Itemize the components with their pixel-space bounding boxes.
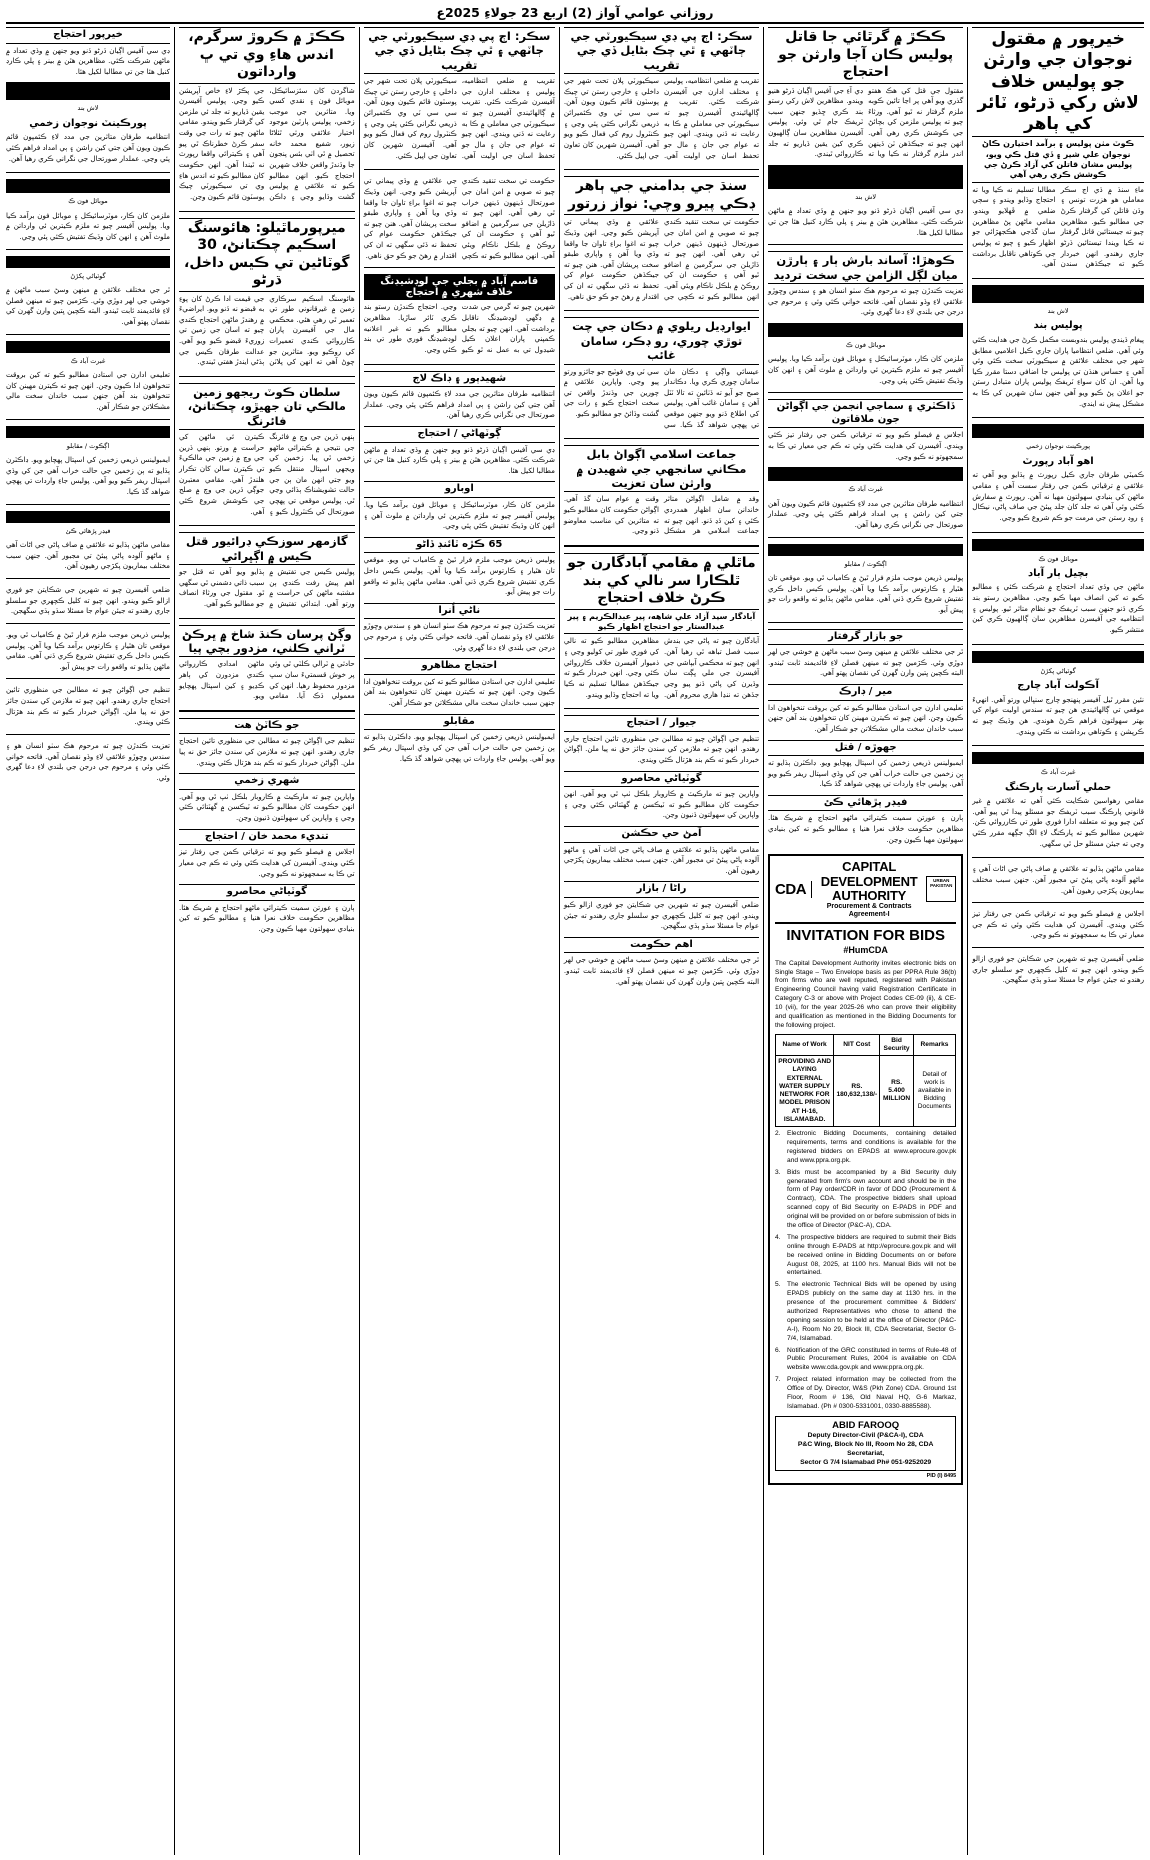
col-nit-cost: NIT Cost (834, 1034, 880, 1055)
article-small-16 (364, 714, 555, 764)
list-item (775, 1281, 956, 1343)
cda-logo: CDA (775, 881, 812, 898)
article-body: پيغام ڏيندي پوليس بندوبست مڪمل ڪرڻ جي هدايت ڪئي وئي آهي. ضلعي انتظاميا پاران جاري ڪيل اعلاميي مطابق شهر جي مختلف علائقن ۾ سيڪيورٽي سخت ڪئي وئي آهي ۽ حساس هنڌن تي پوليس جا اضافي دستا مقرر ڪيا ويا آهن. ان کان سواءِ ٽريفڪ پوليس پاران متبادل رستن جو اعلان پڻ ڪيو ويو آهي جنهن سان شهرين کي ڪا به مشڪل پيش نه ايندي. (972, 334, 1144, 408)
photo-caption: گوٽياڻي پکڙڻ (70, 271, 106, 280)
article-small-15 (364, 658, 555, 708)
col-remarks: Remarks (913, 1034, 956, 1055)
headline: ڪڪڙ ۾ ڪروڙ سرگرم، اندس ھاءِ وي تي ڀ وارداتون (179, 27, 355, 84)
headline: اوبارو (364, 481, 555, 498)
photo-story: تعليمي ادارن جي استادن مطالبو ڪيو ته کين بروقت تنخواهون ادا ڪيون وڃن. انهن چيو ته ڪيترن مهينن کان تنخواهون بند آهن جنهن سبب خاندان سخت مالي مشڪلاتن جو شڪار آهن. (6, 370, 170, 411)
headline: خيرپور احتجاج (6, 27, 170, 44)
article-body: اجلاس ۾ فيصلو ڪيو ويو ته ترقياتي ڪمن جي رفتار تيز ڪئي ويندي. آفيسرن کي هدايت ڪئي وئي ته ڪم جي معيار تي ڪا به سمجهوتو نه ڪيو وڃي. (768, 430, 964, 461)
signatory-address-2: Sector G 7/4 Islamabad Ph# 051-9252029 (800, 1458, 932, 1466)
headline: سنڌ جي بدامني جي ٻاهر ڊڪي پيرو وچي: نواز زرتور (564, 176, 759, 215)
article-photo (972, 651, 1144, 663)
article-photo (6, 256, 170, 268)
masthead (6, 4, 1144, 24)
photo-caption: لاش بند (77, 104, 99, 113)
photo-caption: لاش بند (1047, 306, 1069, 315)
article-body: ٿر جي مختلف علائقن ۾ مينهن وسڻ سبب ماڻهن ۾ خوشي جي لهر ڊوڙي وئي. ڪڙمين چيو ته مينهن فصلن لاءِ فائديمند ثابت ٿيندو. البته ڪچين ڀتين وارن گهرن کي نقصان پهتو آهي. (563, 955, 760, 986)
cell-work: PROVIDING AND LAYING EXTERNAL WATER SUPPLY NETWORK FOR MODEL PRISON AT H-16, ISLAMABAD. (776, 1056, 834, 1127)
col-bid-security: Bid Security (880, 1034, 913, 1055)
headline: مقابلو (364, 714, 555, 731)
signatory-designation: Deputy Director-Civil (P&CA-I), CDA (807, 1432, 924, 1440)
article-a28 (768, 399, 963, 462)
headline: ڪڪڙ ۾ گرٿائي جا قاتل پوليس ڪان آجا وارثن جو احتجاج (768, 27, 963, 84)
photo-story: ملزمن کان ڪار، موٽرسائيڪل ۽ موبائل فون برآمد ڪيا ويا. پوليس آفيسر چيو ته ملزم ڪيترين ئي وارداتن ۾ ملوث آهن ۽ انهن کان وڌيڪ تفتيش ڪئي پئي وڃي. (768, 354, 964, 385)
headline: سلطان ڪوٽ ريجهو زمين مالڪي تان جهيڙو، چڪتانڻ، فائرنگ (179, 383, 355, 430)
photo-caption: موبائل فون ڪ (68, 197, 108, 206)
item-number: 2. (775, 1130, 781, 1138)
filler-body-2: اجلاس ۾ فيصلو ڪيو ويو ته ترقياتي ڪمن جي رفتار تيز ڪئي ويندي. آفيسرن کي هدايت ڪئي وئي ته ڪم جي معيار تي ڪا به سمجهوتو نه ڪيو وڃي. (972, 909, 1144, 940)
list-item (775, 1130, 956, 1166)
article-small-12 (364, 481, 555, 531)
headline: شهري زخمي (179, 773, 355, 790)
article-a10 (564, 445, 759, 537)
photo-caption: لاش بند (855, 192, 877, 201)
photo-caption: غبرت آباد ڪ (1040, 768, 1076, 777)
cell-security: RS. 5.400 MILLION (880, 1056, 913, 1127)
headline: ناڻي اُنرا (364, 603, 555, 620)
item-number: 4. (775, 1233, 781, 1241)
article-body: ماڻهن جي وڏي تعداد احتجاج ۾ شرڪت ڪئي ۽ مطالبو ڪيو ته کين انصاف مهيا ڪيو وڃي. مظاهرين رستو بند ڪري ڏنو جنهن سبب ٽريفڪ جو نظام متاثر ٿيو. پوليس ۽ انتظاميه جي آفيسرن مظاهرين سان ڳالهيون ڪري کين منتشر ڪيو. (972, 582, 1144, 634)
article-body: تعليمي ادارن جي استادن مطالبو ڪيو ته کين بروقت تنخواهون ادا ڪيون وڃن. انهن چيو ته ڪيترن مهينن کان تنخواهون بند آهن جنهن سبب خاندان سخت مالي مشڪلاتن جو شڪار آهن. (363, 676, 555, 708)
headline: جماعت اسلامي اڳواڻ بابل مڪاني سانجهي جي شهيدن ۾ وارثن سان تعزيت (564, 445, 759, 492)
article-body: واپارين چيو ته مارڪيٽ ۾ ڪاروبار بلڪل ٺپ ٿي ويو آهي. انهن حڪومت کان مطالبو ڪيو ته ٽيڪسن ۾ گهٽتائي ڪئي وڃي ۽ واپارين کي سهولتون ڏنيون وڃن. (563, 789, 760, 820)
item-text: Notification of the GRC constituted in terms of Rule-48 of Public Procurement Rules, 2004 is available on CDA website www.cda.gov.pk and www.ppra.org.pk. (787, 1346, 957, 1372)
article-body: مقامي رهواسين شڪايت ڪئي آهي ته علائقي ۾ غير قانوني پارڪنگ سبب ٽريفڪ جو مسئلو پيدا ٿي پيو آهي. کين چيو ويو ته متعلقه ادارا فوري طور تي ڪارروائي ڪن. شهرين مطالبو ڪيو ته پارڪنگ لاءِ الڳ جڳهه مقرر ڪئي وڃي ته جيئن مسئلو حل ٿي سگهي. (972, 796, 1144, 848)
photo-story: مقامي ماڻهن ٻڌايو ته علائقي ۾ صاف پاڻي جي اڻاٺ آهي ۽ ماڻهو آلوده پاڻي پيئڻ تي مجبور آهن. جنهن سبب مختلف بيماريون پکڙجي رهيون آهن. (6, 540, 170, 571)
article-a6 (179, 625, 355, 702)
item-text: Bids must be accompanied by a Bid Security duly generated from firm's own account and should be in the form of Pay order/CDR in favor of DDO (Procurement & Contract), CDA. The prospective bidders shall upload scanned copy of Bid Security on E-PADS in PDF and original will be provided on or before submission of bids in the office of Director (P&C-A), CDA. (787, 1168, 957, 1229)
subhead: آبادگار سيد آزاد علي شاهه، پير عبدالڪريم ۽ پير عبدالستار جو احتجاج اظهار ڪيو (564, 612, 759, 635)
article-a4 (179, 383, 355, 517)
article-body: ماءِ سنڌ ۾ ڏي اڄ سڪر معاملي هو هزرت تونس ۽ وڌن قاتلن کي گرفتار ڪرڻ جي مطالبو ڪيو. مظاهرين چيو ته جيستائين قاتل گرفتار نه ڪيا ويندا تيستائين ڌرڻو جاري رهندو. انهن خبردار ڪيو ته جيڪڏهن سندن مطالبا تسليم نه ڪيا ويا ته احتجاج وڌايو ويندو ۽ سڄي ضلعي ۾ ڦهلايو ويندو. مقامي ماڻهن پڻ مظاهرين سان گڏجي هڪجهڙائي جو اظهار ڪيو ۽ چيو ته پوليس جي ڪوتاهي ناقابل برداشت آهي. (972, 184, 1144, 269)
photo-caption: فيڊر پڙهائي ڪئ (65, 526, 111, 535)
headline: احتجاج مظاهرو (364, 658, 555, 675)
article-body: ٻارن ۽ عورتن سميت ڪيترائي ماڻهو احتجاج ۾ شريڪ هئا. مظاهرين حڪومت خلاف نعرا هنيا ۽ مطالبو ڪيو ته کين بنيادي سهولتون مهيا ڪيون وڃن. (768, 813, 964, 844)
col-name-of-work: Name of Work (776, 1034, 834, 1055)
headline: گوٽياڻي محاصرو (179, 884, 355, 901)
item-text: Electronic Bidding Documents, containing detailed requirements, terms and conditions is available for the registered bidders on EPADS at www.eprocure.gov.pk and www.ppra.org.pk. (787, 1130, 957, 1164)
cell-nit: RS. 180,632,138/- (834, 1056, 880, 1127)
headline: بچيل ٻار آباد (1027, 567, 1089, 579)
item-number: 3. (775, 1168, 781, 1176)
article-small-14 (364, 603, 555, 653)
article-body: تعزيت ڪندڙن چيو ته مرحوم هڪ سٺو انسان هو ۽ سندس وڇوڙو علائقي لاءِ وڏو نقصان آهي. فاتحه خواني ڪئي وئي ۽ مرحوم جي درجن جي بلندي لاءِ دعا گهري وئي. (768, 286, 964, 317)
cda-bid-table (775, 1034, 956, 1127)
headline: اهم حڪومت (564, 937, 759, 954)
photo-story: ٿر جي مختلف علائقن ۾ مينهن وسڻ سبب ماڻهن ۾ خوشي جي لهر ڊوڙي وئي. ڪڙمين چيو ته مينهن فصلن لاءِ فائديمند ثابت ٿيندو. البته ڪچين ڀتين وارن گهرن کي نقصان پهتو آهي. (6, 285, 170, 326)
headline: وڳڻ پرسان ڪنڌ شاخ ۾ ڀرڪڻ ٽراني ڪلني، مزدور بچي پيا (179, 625, 355, 658)
cda-hashtag: #HumCDA (843, 944, 888, 955)
filler-body-7: تعزيت ڪندڙن چيو ته مرحوم هڪ سٺو انسان هو ۽ سندس وڇوڙو علائقي لاءِ وڏو نقصان آهي. فاتحه خواني ڪئي وئي ۽ مرحوم جي درجن جي بلندي لاءِ دعا گهري وئي. (6, 741, 170, 782)
headline: آڪولت آباد چارج (1017, 680, 1099, 692)
article-col1-1 (972, 320, 1144, 409)
article-a11 (364, 274, 555, 355)
cda-pid-footer: PID (I) 8495 (926, 1473, 957, 1480)
headline-bar: قاسم آباد ۾ بجلي جي لوڊشيڊنگ خلاف شهري ۾ احتجاج (364, 274, 555, 300)
article-body: ٻنهي ڌرين جي وچ ۾ فائرنگ جي نتيجي ۾ ڪيترائي ماڻهو زخمي ٿي پيا. زخمين کي ويجهي اسپتال منتقل ڪيو ويو جتي انهن مان ٻن جي حالت تشويشناڪ ٻڌائي وڃي ٿي. پوليس موقعي تي پهچي صورتحال کي ڪنٽرول ڪيو ۽ ڪيترن ئي ماڻهن کي حراست ۾ ورتو. ٻنهي ڌرين جي وچ ۾ زمين جي مالڪيءَ تي ڪيترن سالن کان تڪرار هلندڙ آهي. مقامي معتبرن جوڳي ڌرين جي وچ ۾ صلح جي ڪوشش شروع ڪئي آهي. (178, 432, 355, 516)
list-item (775, 1234, 956, 1278)
article-body: تنظيم جي اڳواڻن چيو ته مطالبن جي منظوري تائين احتجاج جاري رهندو. انهن چيو ته ملازمن کي سندن جائز حق نه پيا ملن. اڳواڻن خبردار ڪيو ته ڪم بند هڙتال ڪئي ويندي. (563, 733, 760, 764)
article-body: تعليمي ادارن جي استادن مطالبو ڪيو ته کين بروقت تنخواهون ادا ڪيون وڃن. انهن چيو ته ڪيترن مهينن کان تنخواهون بند آهن جنهن سبب خاندان سخت مالي مشڪلاتن جو شڪار آهن. (768, 702, 964, 733)
article-small-22 (6, 118, 170, 164)
masthead-text: روزاني عوامي آواز (2) اربع 23 جولاءِ 2025ع (436, 4, 714, 20)
photo-story: ملزمن کان ڪار، موٽرسائيڪل ۽ موبائل فون برآمد ڪيا ويا. پوليس آفيسر چيو ته ملزم ڪيترين ئي وارداتن ۾ ملوث آهن ۽ انهن کان وڌيڪ تفتيش ڪئي پئي وڃي. (6, 210, 170, 241)
article-photo (972, 539, 1144, 551)
headline: شهيدپور ۽ ڊاڪ لاڄ (364, 371, 555, 388)
cda-advertisement (768, 854, 963, 1485)
table-header-row (776, 1034, 956, 1055)
article-a2 (179, 27, 355, 203)
article-small-17 (179, 718, 355, 768)
article-photo (768, 165, 963, 189)
photo-story: ڊي سي آفيس اڳيان ڌرڻو ڏنو ويو جنهن ۾ وڏي تعداد ۾ ماڻهن شرڪت ڪئي. مظاهرين هٿن ۾ بينر ۽ پلي ڪارڊ کنيل هئا جن تي مطالبا لکيل هئا. (768, 206, 964, 237)
cda-ad-title: INVITATION FOR BIDS (786, 926, 945, 944)
photo-caption: موبائل فون ڪ (845, 341, 886, 350)
list-item (775, 1376, 956, 1412)
article-body: آبادگارن چيو ته پاڻي جي بندش سبب فصل تباهه ٿي رهيا آهن. انهن چيو ته محڪمي آبپاشي جي آفيسرن جي ملي ڀڳت سان وڏيرن کي پاڻي ڏنو پيو وڃي جڏهن ته ننڍا هاري محروم آهن. مظاهرين مطالبو ڪيو ته نالي کي فوري طور تي کوليو وڃي ۽ ذميوار آفيسرن خلاف ڪارروائي ڪئي وڃي. انهن خبردار ڪيو ته جيڪڏهن مطالبا تسليم نه ڪيا ويا ته احتجاج وڌايو ويندو. (563, 636, 760, 699)
article-photo (768, 323, 963, 337)
photo-story: انتظاميه طرفان متاثرين جي مدد لاءِ ڪئمپون قائم ڪيون ويون آهن جتي کين راشن ۽ ٻي امداد فراهم ڪئي پئي وڃي. عملدار صورتحال جي نگراني ڪري رهيا آهن. (768, 498, 964, 530)
article-photo (972, 424, 1144, 438)
cda-intro-text: The Capital Development Authority invites electronic bids on Single Stage – Two Envelope basis as per PPRA Rule 36(b) from firms who are well reputed, registered with Pakistan Engineering Council having valid Registration Certificate in Category C-3 or above with Project Codes CE-09 (ii), & CE-10 (vii), for the year 2025-26 who can prove their eligibility and qualification as mentioned in the Bidding Documents for the following project. (775, 959, 957, 1029)
headline: حملي آسارت پارڪنگ (1004, 781, 1112, 793)
article-small-1 (768, 629, 963, 679)
article-a9 (768, 251, 963, 318)
signatory-address-1: P&C Wing, Block No III, Room No 28, CDA Secretariat, (797, 1440, 934, 1457)
article-body: ٿر جي مختلف علائقن ۾ مينهن وسڻ سبب ماڻهن ۾ خوشي جي لهر ڊوڙي وئي. ڪڙمين چيو ته مينهن فصلن لاءِ فائديمند ثابت ٿيندو. البته ڪچين ڀتين وارن گهرن کي نقصان پهتو آهي. (768, 647, 964, 678)
article-small-13 (364, 537, 555, 598)
headline: ڏاڪٽري ۽ سماجي انجمن جي اڳواڻن جون ملاقاتون (768, 399, 963, 428)
article-small-9 (564, 937, 759, 987)
article-body-continued: حڪومت تي سخت تنقيد ڪندي چيو ته صوبي ۾ امن امان جي صورتحال ڏينهون ڏينهن خراب ٿي رهي آهي. انهن چيو ته ڌاڙيلن جي سرگرمين ۾ اضافو ٿيو آهي ۽ حڪومت ان کي روڪڻ ۾ بلڪل ناڪام ويئي آهي. انهن مطالبو ڪيو ته ڪچي جي علائقي ۾ وڏي پيماني تي آپريشن ڪيو وڃي. انهن وڌيڪ چيو ته اغوا براءِ تاوان جا واقعا وڌي ويا آهن ۽ واپاري طبقو سخت پريشان آهي. هنن چيو ته جيڪڏهن حڪومت عوام کي تحفظ نه ڏئي سگهي ته ان کي اقتدار ۾ رهڻ جو ڪو حق ناهي. (363, 176, 555, 260)
article-photo (972, 752, 1144, 764)
headline: آمڻ حي حڪشن (564, 826, 759, 843)
cda-conditions-list (775, 1130, 956, 1412)
article-small-10 (364, 371, 555, 421)
photo-caption: غبرت آباد ڪ (848, 485, 883, 494)
column-6 (6, 27, 170, 1855)
headline: 65 ڪڙه ٽائنڊ ڏاڻو (364, 537, 555, 554)
item-text: Project related information may be collected from the Office of Dy. Director, W&S (Pkh Zone) CDA. Ground 1st Floor, Room # 136, Old Naval HQ, G-6 Markaz, Islamabad. (Ph # 0300-5331001, 0330-8885588). (787, 1376, 957, 1410)
article-a3 (179, 218, 355, 368)
filler-body-6: تنظيم جي اڳواڻن چيو ته مطالبن جي منظوري تائين احتجاج جاري رهندو. انهن چيو ته ملازمن کي سندن جائز حق نه پيا ملن. اڳواڻن خبردار ڪيو ته ڪم بند هڙتال ڪئي ويندي. (6, 685, 170, 727)
article-body: عيسائي واڳي ۽ دڪان مان سامان چوري ڪري ويا. دڪاندار صبح جو آيو ته ڏٺائين ته تالا ٽٽل آهن ۽ سامان غائب آهي. پوليس کي اطلاع ڏنو ويو جنهن موقعي تي پهچي شواهد گڏ ڪيا. سي سي ٽي وي فوٽيج جو جائزو ورتو پيو وڃي. واپارين علائقي ۾ چورين جي وڌندڙ واقعن تي سخت احتجاج ڪيو ۽ رات جي گشت وڌائڻ جو مطالبو ڪيو. (563, 366, 760, 429)
photo-caption: پورڪينٽ نوجوان زخمي (1026, 442, 1091, 451)
headline: گوٽياڻي محاصرو (564, 771, 759, 788)
article-small-20 (179, 884, 355, 934)
headline: جو بازار گرفتار (768, 629, 963, 646)
article-body: ڊي سي آفيس اڳيان ڌرڻو ڏنو ويو جنهن ۾ وڏي تعداد ۾ ماڻهن شرڪت ڪئي. مظاهرين هٿن ۾ بينر ۽ پلي ڪارڊ کنيل هئا جن تي مطالبا لکيل هئا. (363, 444, 555, 475)
cda-header (775, 860, 956, 923)
article-body: ملزمن کان ڪار، موٽرسائيڪل ۽ موبائل فون برآمد ڪيا ويا. پوليس آفيسر چيو ته ملزم ڪيترين ئي وارداتن ۾ ملوث آهن ۽ انهن کان وڌيڪ تفتيش ڪئي پئي وڃي. (363, 499, 555, 531)
headline: جو ڪاٽڻ هت (179, 718, 355, 735)
headline: ڪوهڙا: آساند بارش ٻار ۽ ٻارڙن ميان لڳل الزامن جي سخت ترديد (768, 251, 963, 284)
article-small-18 (179, 773, 355, 823)
article-body: تقريب ۾ ضلعي انتظاميه، پوليس ۽ مختلف ادارن جي آفيسرن شرڪت ڪئي. تقريب ۾ ڳالهائيندي آفيسرن چيو ته سيڪيورٽي جي معاملي ۾ ڪا به رعايت نه ڏني ويندي. انهن چيو ته عوام جي جان ۽ مال جو تحفظ اسان جي اوليت آهي. سيڪيورٽي پلان تحت شهر جي داخلي ۽ خارجي رستن تي چيڪ پوسٽون قائم ڪيون ويون آهن. سي سي ٽي وي ڪئميرائن ذريعي نگراني ڪئي پئي وڃي ۽ ڪنٽرول روم کي فعال ڪيو ويو آهي. آفيسرن شهرين کان تعاون جي اپيل ڪئي. (563, 76, 760, 160)
headline: سڪر: اڄ پي ڊي سيڪيورٽي جي ڄاٽهي ۽ ٿي چڪ بڻايل ڏي جي تقريب (364, 27, 555, 74)
signatory-name: ABID FAROOQ (832, 1419, 900, 1431)
article-small-11 (364, 426, 555, 476)
article-body: تنظيم جي اڳواڻن چيو ته مطالبن جي منظوري تائين احتجاج جاري رهندو. انهن چيو ته ملازمن کي سندن جائز حق نه پيا ملن. اڳواڻن خبردار ڪيو ته ڪم بند هڙتال ڪئي ويندي. (178, 736, 355, 767)
headline: سڪر: اڄ پي ڊي سيڪيورٽي جي ڄاٽهي ۽ ٿي چڪ بڻايل ڏي جي تقريب (564, 27, 759, 74)
headline: ماٿلي ۾ مقامي آبادگارن جو ٿلڪارا سر نالي کي بند ڪرڻ خلاف احتجاج (564, 553, 759, 610)
item-text: The electronic Technical Bids will be opened by using EPADS publicly on the same day at 1130 hrs. in the presence of the procurement committee & Bidders' authorized Representatives who chose to attend the opening session to be held at the office of Director (P&C-A-I), Room No 29, Block III, CDA Secretariat, Sector G-7/4, Islamabad. (787, 1281, 957, 1342)
article-body: ايمبولينس ذريعي زخمين کي اسپتال پهچايو ويو. ڊاڪٽرن ٻڌايو ته ٻن زخمين جي حالت خراب آهي جن کي وڏي اسپتال ريفر ڪيو ويو آهي. پوليس جاءِ واردات تي پهچي شواهد گڏ ڪيا. (363, 732, 555, 763)
headline: مير / ڊارڪ (768, 684, 963, 701)
article-body: ضلعي آفيسرن چيو ته شهرين جي شڪايتن جو فوري ازالو ڪيو ويندو. انهن چيو ته کليل ڪچهري جو سلسلو جاري رهندو ته جيئن عوام جا مسئلا سڌو ٻڌي سگهجن. (563, 899, 760, 931)
filler-body-4: ضلعي آفيسرن چيو ته شهرين جي شڪايتن جو فوري ازالو ڪيو ويندو. انهن چيو ته کليل ڪچهري جو سلسلو جاري رهندو ته جيئن عوام جا مسئلا سڌو ٻڌي سگهجن. (6, 585, 170, 616)
column-5 (179, 27, 355, 1855)
cda-authority-name: CAPITAL DEVELOPMENT AUTHORITY (820, 859, 918, 903)
photo-caption: اڳڪوٽ / مقابلو (66, 441, 110, 450)
column-1 (972, 27, 1144, 1855)
article-photo (768, 467, 963, 481)
article-photo (6, 511, 170, 523)
pakistan-emblem-icon: URBAN PAKISTAN (926, 876, 956, 902)
article-small-5 (564, 715, 759, 765)
article-body: ايمبولينس ذريعي زخمين کي اسپتال پهچايو ويو. ڊاڪٽرن ٻڌايو ته ٻن زخمين جي حالت خراب آهي جن کي وڏي اسپتال ريفر ڪيو ويو آهي. پوليس جاءِ واردات تي پهچي شواهد گڏ ڪيا. (768, 758, 964, 789)
headline: اهو آباد رپورٽ (1022, 455, 1094, 467)
article-small-7 (564, 826, 759, 876)
article-small-6 (564, 771, 759, 821)
article-small-4 (768, 795, 963, 845)
article-body: تقريب ۾ ضلعي انتظاميه، پوليس ۽ مختلف ادارن جي آفيسرن شرڪت ڪئي. تقريب ۾ ڳالهائيندي آفيسرن چيو ته سيڪيورٽي جي معاملي ۾ ڪا به رعايت نه ڏني ويندي. انهن چيو ته عوام جي جان ۽ مال جو تحفظ اسان جي اوليت آهي. سيڪيورٽي پلان تحت شهر جي داخلي ۽ خارجي رستن تي چيڪ پوسٽون قائم ڪيون ويون آهن. سي سي ٽي وي ڪئميرائن ذريعي نگراني ڪئي پئي وڃي ۽ ڪنٽرول روم کي فعال ڪيو ويو آهي. آفيسرن شهرين کان تعاون جي اپيل ڪئي. (363, 76, 555, 160)
cda-department-name: Procurement & Contracts Agreement-I (826, 903, 912, 918)
article-body: وفد ۾ شامل اڳواڻن متاثر خاندانن سان اظهار همدردي ڪئي ۽ کين ڏڍ ڏنو. انهن چيو ته جماعت اسلامي هر مشڪل وقت ۾ عوام سان گڏ آهي. اڳواڻن حڪومت کان مطالبو ڪيو ته متاثرين کي مناسب معاوضو ڏنو وڃي. (563, 494, 760, 536)
item-number: 7. (775, 1376, 781, 1384)
article-a8 (564, 176, 759, 302)
article-photo (768, 544, 963, 556)
article-col1-3 (972, 568, 1144, 636)
article-body: تعزيت ڪندڙن چيو ته مرحوم هڪ سٺو انسان هو ۽ سندس وڇوڙو علائقي لاءِ وڏو نقصان آهي. فاتحه خواني ڪئي وئي ۽ مرحوم جي درجن جي بلندي لاءِ دعا گهري وئي. (363, 621, 555, 652)
headline: پولیس بند (1033, 320, 1083, 332)
article-body: انتظاميه طرفان متاثرين جي مدد لاءِ ڪئمپون قائم ڪيون ويون آهن جتي کين راشن ۽ ٻي امداد فراهم ڪئي پئي وڃي. عملدار صورتحال جي نگراني ڪري رهيا آهن. (6, 132, 170, 163)
article-body: ڊي سي آفيس اڳيان ڌرڻو ڏنو ويو جنهن ۾ وڏي تعداد ۾ ماڻهن شرڪت ڪئي. مظاهرين هٿن ۾ بينر ۽ پلي ڪارڊ کنيل هئا جن تي مطالبا لکيل هئا. (6, 45, 170, 76)
headline: جهوڙه / قتل (768, 740, 963, 757)
headline: فيڊر پڙهائي ڪئ (768, 795, 963, 812)
article-photo (6, 179, 170, 193)
headline: راڻا / بازار (564, 881, 759, 898)
photo-caption: موبائل فون ڪ (1038, 554, 1078, 563)
photo-caption: گوٽياڻي پکڙڻ (1040, 666, 1076, 675)
filler-body-1: مقامي ماڻهن ٻڌايو ته علائقي ۾ صاف پاڻي جي اڻاٺ آهي ۽ ماڻهو آلوده پاڻي پيئڻ تي مجبور آهن. جنهن سبب مختلف بيماريون پکڙجي رهيون آهن. (972, 864, 1144, 895)
article-body: شاگردن کان سئزسائيڪل، موبائل فون ۽ نقدي کسي ويا. متاثرين جي موجب زخمي، پوليس پارٽين موجود اختيار علائقي ورثي ٿئلاڻا زيور، شفيع محمد خانه تحصيل ۾ ٿي اٺي بئس پنجون جا وڌندڙ واقعن خلاف شهرين احتجاج ڪيو. انهن مطالبو ڪيو ته علائقي ۾ پوليس گشت وڌايو وڃي ۽ ڊاڪن جي پڪڙ لاءِ خاص آپريشن ڪيو وڃي. پوليس آفيسرن يقين ڏياريو ته جلد ئي ملزمن کي گرفتار ڪيو ويندو. مقامي ماڻهن چيو ته رات جي وقت سفر ڪرڻ خطرناڪ ٿي پيو آهي ۽ ڪيترائي واقعا رپورٽ نه ٿيندا آهن. انهن حڪومت کان مطالبو ڪيو ته اندس هاءِ وي تي سيڪيورٽي چيڪ پوسٽون قائم ڪيون وڃن. (178, 85, 355, 201)
article-photo (6, 341, 170, 353)
column-2 (768, 27, 963, 1855)
filler-body-5: پوليس ذريعن موجب ملزم فرار ٿيڻ ۾ ڪامياب ٿي ويو. موقعي تان هٿيار ۽ ڪارتوس برآمد ڪيا ويا آهن. پوليس ڪيس داخل ڪري تفتيش شروع ڪري ڏني آهي. مقامي ماڻهن ٻڌايو ته واقعو رات جو پيش آيو. (6, 629, 170, 671)
article-a7 (564, 27, 759, 161)
table-row (776, 1056, 956, 1127)
article-col1-2 (972, 456, 1144, 524)
article-body: انتظاميه طرفان متاثرين جي مدد لاءِ ڪئمپون قائم ڪيون ويون آهن جتي کين راشن ۽ ٻي امداد فراهم ڪئي پئي وڃي. عملدار صورتحال جي نگراني ڪري رهيا آهن. (363, 389, 555, 420)
item-number: 5. (775, 1281, 781, 1289)
article-body: اجلاس ۾ فيصلو ڪيو ويو ته ترقياتي ڪمن جي رفتار تيز ڪئي ويندي. آفيسرن کي هدايت ڪئي وئي ته ڪم جي معيار تي ڪا به سمجهوتو نه ڪيو وڃي. (178, 847, 355, 878)
article-body: پوليس ڪيس جي تفتيش ۾ اهم پيش رفت ڪندي ٻن مشتبه ماڻهن کي حراست ۾ ورتو آهي. ابتدائي تفتيش ۾ ٻڌايو ويو آهي ته قتل جو سبب ذاتي دشمني ٿي سگهي ٿو. مقتول جي ورثاءَ انصاف جو مطالبو ڪيو آهي. (178, 567, 355, 608)
article-a12 (768, 27, 963, 160)
article-body: نئين مقرر ٿيل آفيسر پنهنجو چارج سنڀالي ورتو آهي. انهيءَ موقعي تي ڳالهائيندي هن چيو ته سندس اوليت عوام کي بهتر سهولتون فراهم ڪرڻ هوندي. هن وڌيڪ چيو ته ڪرپشن ۽ ڪوتاهي برداشت نه ڪئي ويندي. (972, 694, 1144, 736)
photo-caption: اڳڪوٽ / مقابلو (844, 559, 887, 568)
article-body: واپارين چيو ته مارڪيٽ ۾ ڪاروبار بلڪل ٺپ ٿي ويو آهي. انهن حڪومت کان مطالبو ڪيو ته ٽيڪسن ۾ گهٽتائي ڪئي وڃي ۽ واپارين کي سهولتون ڏنيون وڃن. (178, 791, 355, 823)
cda-names (817, 860, 921, 918)
headline: ميرپورماٿيلو: هائوسنگ اسڪيم چڪتانڻ، 30 گوٽاڻين تي ڪيس داخل، ڌرڻو (179, 218, 355, 292)
filler-body-3: ضلعي آفيسرن چيو ته شهرين جي شڪايتن جو فوري ازالو ڪيو ويندو. انهن چيو ته کليل ڪچهري جو سلسلو جاري رهندو ته جيئن عوام جا مسئلا سڌو ٻڌي سگهجن. (972, 954, 1144, 985)
article-small-3 (768, 740, 963, 790)
headline: گازمهر سوزڪي ڊرائيور قتل ڪيس ۾ اڳڀرائي (179, 532, 355, 565)
article-a1-cont (364, 27, 555, 161)
article-small-19 (179, 829, 355, 879)
article-col1-5 (972, 782, 1144, 850)
article-a13 (564, 553, 759, 700)
article-a9 (564, 317, 759, 430)
article-col1-4 (972, 680, 1144, 737)
article-a1 (972, 27, 1144, 270)
cell-remarks: Detail of work is available in Bidding Documents (913, 1056, 956, 1127)
article-body: شهرين چيو ته گرمي جي شدت ۾ ڊگهي لوڊشيڊنگ ناقابل برداشت آهي. انهن چيو ته بجلي ڪمپني پاران اعلان ڪيل شيڊول تي به عمل نه ٿو ڪيو وڃي. احتجاج ڪندڙن رستو بند ڪري ٽائر ساڙيا. مظاهرين مطالبو ڪيو ته غير اعلانيه لوڊشيڊنگ فوري طور تي بند ڪئي وڃي. (363, 302, 555, 354)
article-body: مقامي ماڻهن ٻڌايو ته علائقي ۾ صاف پاڻي جي اڻاٺ آهي ۽ ماڻهو آلوده پاڻي پيئڻ تي مجبور آهن. جنهن سبب مختلف بيماريون پکڙجي رهيون آهن. (563, 844, 760, 875)
list-item (775, 1347, 956, 1374)
column-3 (564, 27, 759, 1855)
item-text: The prospective bidders are required to submit their Bids online through E-PADS at http://eprocure.gov.pk and will be received online in Bidding Documents on or before August 08, 2025, at 1100 hrs. Manual Bids will not be entertained. (787, 1233, 957, 1277)
article-body: ٻارن ۽ عورتن سميت ڪيترائي ماڻهو احتجاج ۾ شريڪ هئا. مظاهرين حڪومت خلاف نعرا هنيا ۽ مطالبو ڪيو ته کين بنيادي سهولتون مهيا ڪيون وڃن. (178, 902, 355, 933)
photo-caption: غبرت آباد ڪ (70, 356, 106, 365)
article-body: ڪميٽي طرفان جاري ڪيل رپورٽ ۾ ٻڌايو ويو آهي ته علائقي ۾ ترقياتي ڪمن جي رفتار سست آهي ۽ مقامي ماڻهن کي بنيادي سهولتون مهيا نه آهن. رپورٽ ۾ سفارش ڪئي وئي آهي ته جلد کان جلد پيئڻ جي صاف پاڻي، نيڪال ۽ روڊ رستن جي مرمت جو ڪم شروع ڪيو وڃي. (972, 470, 1144, 522)
headline: خيرپور ۾ مقتول نوجوان جي وارثن جو پوليس خلاف لاش رکي ڌرڻو، ٽائر کي ٻاهر (972, 27, 1144, 137)
item-number: 6. (775, 1346, 781, 1354)
headline: ايوارڊيل ريلوي ۾ دڪان جي چت توڙي چوري، رو ڊڪر، سامان غائب (564, 317, 759, 364)
article-body: پوليس ذريعن موجب ملزم فرار ٿيڻ ۾ ڪامياب ٿي ويو. موقعي تان هٿيار ۽ ڪارتوس برآمد ڪيا ويا آهن. پوليس ڪيس داخل ڪري تفتيش شروع ڪري ڏني آهي. مقامي ماڻهن ٻڌايو ته واقعو رات جو پيش آيو. (363, 555, 555, 597)
headline: جيوار / احتجاج (564, 715, 759, 732)
article-small-2 (768, 684, 963, 734)
headline: تنديء محمد خان / احتجاج (179, 829, 355, 846)
article-body: حادثي ۾ ٽرالي ڪلٽي ٿي وئي پر خوش قسمتيءَ سان سڀ مزدور محفوظ رهيا. انهن کي معمولي ڌڪ آيا. مقامي ماڻهن امدادي ڪارروائي ڪندي مزدورن کي ٻاهر ڪڍيو ۽ کين اسپتال پهچايو ويو. (178, 659, 355, 701)
article-body: ھائوسنگ اسڪيم سرڪاري زمين ۾ غيرقانوني طور تي تعمير ٿي رهي هئي. محڪمي مال جي آفيسرن پاران ڪارروائي ڪندي تعميرات کي روڪيو ويو. متاثرين جو چوڻ آهي ته انهن کي پلاٽن جي قيمت ادا ڪرڻ کان پوءِ به قبضو نه ڏنو ويو. ايراضيءَ ۾ رهندڙ ماڻهن احتجاج ڪندي چيو ته اسان جي زمين تي زوريءَ قبضو ڪيو ويو آهي. عدالت طرفان ڪيس جي ٻڌڻي ايندڙ هفتي ٿيندي. (178, 293, 355, 367)
article-photo (6, 426, 170, 438)
article-photo (6, 82, 170, 100)
article-body: حڪومت تي سخت تنقيد ڪندي چيو ته صوبي ۾ امن امان جي صورتحال ڏينهون ڏينهن خراب ٿي رهي آهي. انهن چيو ته ڌاڙيلن جي سرگرمين ۾ اضافو ٿيو آهي ۽ حڪومت ان کي روڪڻ ۾ بلڪل ناڪام ويئي آهي. انهن مطالبو ڪيو ته ڪچي جي علائقي ۾ وڏي پيماني تي آپريشن ڪيو وڃي. انهن وڌيڪ چيو ته اغوا براءِ تاوان جا واقعا وڌي ويا آهن ۽ واپاري طبقو سخت پريشان آهي. هنن چيو ته جيڪڏهن حڪومت عوام کي تحفظ نه ڏئي سگهي ته ان کي اقتدار ۾ رهڻ جو ڪو حق ناهي. (563, 217, 760, 301)
photo-story: پوليس ذريعن موجب ملزم فرار ٿيڻ ۾ ڪامياب ٿي ويو. موقعي تان هٿيار ۽ ڪارتوس برآمد ڪيا ويا آهن. پوليس ڪيس داخل ڪري تفتيش شروع ڪري ڏني آهي. مقامي ماڻهن ٻڌايو ته واقعو رات جو پيش آيو. (768, 573, 964, 615)
article-a5 (179, 532, 355, 609)
column-4 (364, 27, 555, 1855)
photo-story: ايمبولينس ذريعي زخمين کي اسپتال پهچايو ويو. ڊاڪٽرن ٻڌايو ته ٻن زخمين جي حالت خراب آهي جن کي وڏي اسپتال ريفر ڪيو ويو آهي. پوليس جاءِ واردات تي پهچي شواهد گڏ ڪيا. (6, 455, 170, 496)
list-item (775, 1169, 956, 1231)
headline: ڳوٽهاڻي / احتجاج (364, 426, 555, 443)
cda-signature-block (775, 1416, 956, 1472)
page-grid (6, 27, 1144, 1855)
article-small-8 (564, 881, 759, 931)
article-photo (972, 285, 1144, 303)
article-small-21 (6, 27, 170, 77)
subhead: ڪوٽ مٺن پوليس ۽ برآمد اختيارن ڪاڻ نوجوان علي شير ۽ ڏي قتل ڪي ويو، پوليس مشان قاتلن کي آزاد ڪرڻ جي ڪوشش ڪري رهي آهي (972, 139, 1144, 183)
headline: پورڪينٽ نوجوان زخمي (29, 117, 147, 129)
article-body: مقتول جي قتل کي هڪ هفتو گذري ويو آهي پر اڃا تائين ڪوبه ملزم گرفتار نه ٿيو آهي. ورثاءَ چيو ته پوليس ملزمن کي بچائڻ جي ڪوشش ڪري رهي آهي. انهن چيو ته جيڪڏهن ٽن ڏينهن اندر ملزم گرفتار نه ڪيا ويا ته ڊي آءِ جي آفيس اڳيان ڌرڻو هنيو ويندو. مظاهرين لاش رکي رستو بند ڪري ڇڏيو جنهن سبب ٽريفڪ جام ٿي وئي. پوليس آفيسرن مظاهرين سان ڳالهيون ڪري کين يقين ڏياريو ته جلد ڪارروائي ٿيندي. (768, 85, 964, 159)
